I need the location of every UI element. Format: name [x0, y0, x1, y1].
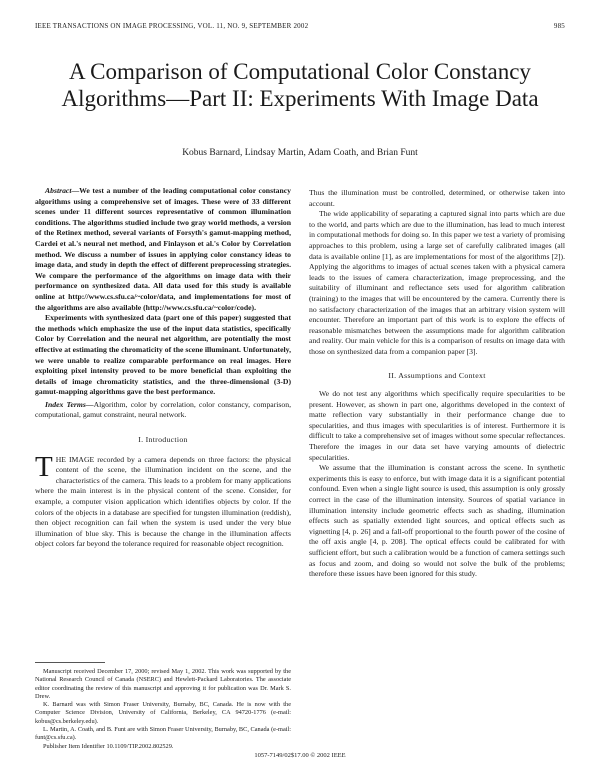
footnote-barnard: K. Barnard was with Simon Fraser University, Burnaby, BC, Canada. He is now with the Computer Science Division, University of California, Berkeley, CA 94720-1776 (e-mail: kobus@cs.berkeley.edu). [35, 701, 291, 725]
intro-text: recorded by a camera depends on three factors: the physical content of the scene, the illumination incident on the scene, and the characteristics of the camera. This leads to a problem for many applications where the main interest is in the physical content of the scene. Consider, for example, a computer vision application which identifies objects by color. If the colors of the objects in a database are specified for tungsten illumination (reddish), then object recognition can fail when the system is used under the very blue illumination of blue sky. This is because the change in the illumination affects object colors far beyond the tolerance required for reasonable object recognition. [35, 454, 291, 549]
intro-first-words: HE IMAGE [55, 454, 95, 464]
abstract-label: Abstract— [45, 186, 80, 195]
left-column [35, 186, 291, 550]
running-header [35, 22, 565, 34]
index-terms-text: Algorithm, color by correlation, color constancy, comparison, computational, gamut constraint, neural network. [35, 399, 291, 420]
section-heading-assumptions: II. Assumptions and Context [388, 370, 486, 380]
page-number: 985 [553, 22, 565, 30]
copyright-code: 1057-7149/02$17.00 © 2002 IEEE [254, 752, 346, 759]
author-list: Kobus Barnard, Lindsay Martin, Adam Coath, and Brian Funt [182, 148, 418, 158]
footnote-identifier: Publisher Item Identifier 10.1109/TIP.2002.802529. [43, 742, 174, 750]
introduction-paragraph [35, 450, 291, 550]
index-terms-label: Index Terms— [45, 399, 94, 409]
right-paragraph-2: The wide applicability of separating a captured signal into parts which are due to the world, and parts which are due to the illumination, has lead to much interest in computational methods for doing so. In this paper we test a variety of promising approaches to this problem, using a large set of carefully calibrated images (all data is available online [1], as are implementations for most of the algorithms [2]). Applying the algorithms to images of actual scenes taken with a physical camera leads to the issues of camera characterization, image preprocessing, and the suitability of illuminant and reflectance sets used for algorithm calibration (training) to the images that will be encountered by the camera. Currently there is no satisfactory characterization of the images that an arbitrary vision system will encounter. Therefore an important part of this work is to explore the effects of reasonable mismatches between the assumptions made for algorithm calibration and reality. Our main vehicle for this is a comparison of results on image data with those on synthesized data from a companion paper [3]. [309, 209, 565, 356]
drop-cap: T [35, 450, 53, 483]
footnote-rule [35, 662, 105, 663]
footnotes [35, 662, 291, 751]
journal-citation: IEEE TRANSACTIONS ON IMAGE PROCESSING, VOL. 11, NO. 9, SEPTEMBER 2002 [35, 22, 309, 30]
right-paragraph-1: Thus the illumination must be controlled, determined, or otherwise taken into account. [309, 188, 565, 208]
abstract-paragraph-1: We test a number of the leading computational color constancy algorithms using a comprehensive set of images. These were of 33 different scenes under 11 different sources representative of common illumination conditions. The algorithms studied include two gray world methods, a version of the Retinex method, several variants of Forsyth's gamut-mapping method, Cardei et al.'s neural net method, and Finlayson et al.'s Color by Correlation method. We discuss a number of issues in applying color constancy ideas to image data, and study in depth the effect of different preprocessing strategies. We compare the performance of the algorithms on image data with their performance on synthesized data. All data used for this study is available online at http://www.cs.sfu.ca/~color/data, and implementations for most of the algorithms are also available (http://www.cs.sfu.ca/~color/code). [35, 186, 291, 312]
footnote-coauthors: L. Martin, A. Coath, and B. Funt are with Simon Fraser University, Burnaby, BC, Canada (e-mail: funt@cs.sfu.ca). [35, 726, 291, 742]
index-terms [35, 400, 291, 421]
right-paragraph-4: We assume that the illumination is constant across the scene. In synthetic experiments this is easy to enforce, but with image data it is a significant potential confound. Even when a single light source is used, this assumption is only grossly correct in the case of the illumination intensity. Sources of spatial variance in illumination intensity include geometric effects such as shading, illumination effects such as spatially extended light sources, and optical effects such as vignetting [4, p. 26] and a fall-off proportional to the fourth power of the cosine of the off axis angle [4, p. 208]. The optical effects could be calibrated for with sufficient effort, but such a calibration would be a function of camera settings such as focus and zoom, and doing so would not solve the bulk of the problems; therefore these issues have been ignored for this study. [309, 463, 565, 579]
abstract-paragraph-2: Experiments with synthesized data (part one of this paper) suggested that the methods which emphasize the use of the input data statistics, specifically Color by Correlation and the neural net algorithm, are potentially the most effective at estimating the chromaticity of the scene illuminant. Unfortunately, we were unable to realize comparable performance on real images. Here exploiting pixel intensity proved to be more beneficial than exploiting the details of image chromaticity statistics, and the three-dimensional (3-D) gamut-mapping algorithms gave the best performance. [35, 313, 291, 397]
footnote-manuscript: Manuscript received December 17, 2000; revised May 1, 2002. This work was supported by the National Research Council of Canada (NSERC) and Hewlett-Packard Laboratories. The associate editor coordinating the review of this manuscript and approving it for publication was Dr. Mark S. Drew. [35, 668, 291, 700]
abstract [35, 186, 291, 398]
section-heading-introduction: I. Introduction [138, 435, 188, 445]
paper-title: A Comparison of Computational Color Constancy Algorithms—Part II: Experiments With Image Data [61, 59, 539, 111]
right-column [309, 188, 565, 580]
right-paragraph-3: We do not test any algorithms which specifically require specularities to be present. However, as shown in part one, algorithms developed in the context of matte reflection vary substantially in their performance change due to specularities, and thus images with specularities is of interest. Furthermore it is difficult to take a comprehensive set of images without some specular reflectances. Therefore the images in our data set have varying amounts of dielectric specularities. [309, 389, 565, 462]
